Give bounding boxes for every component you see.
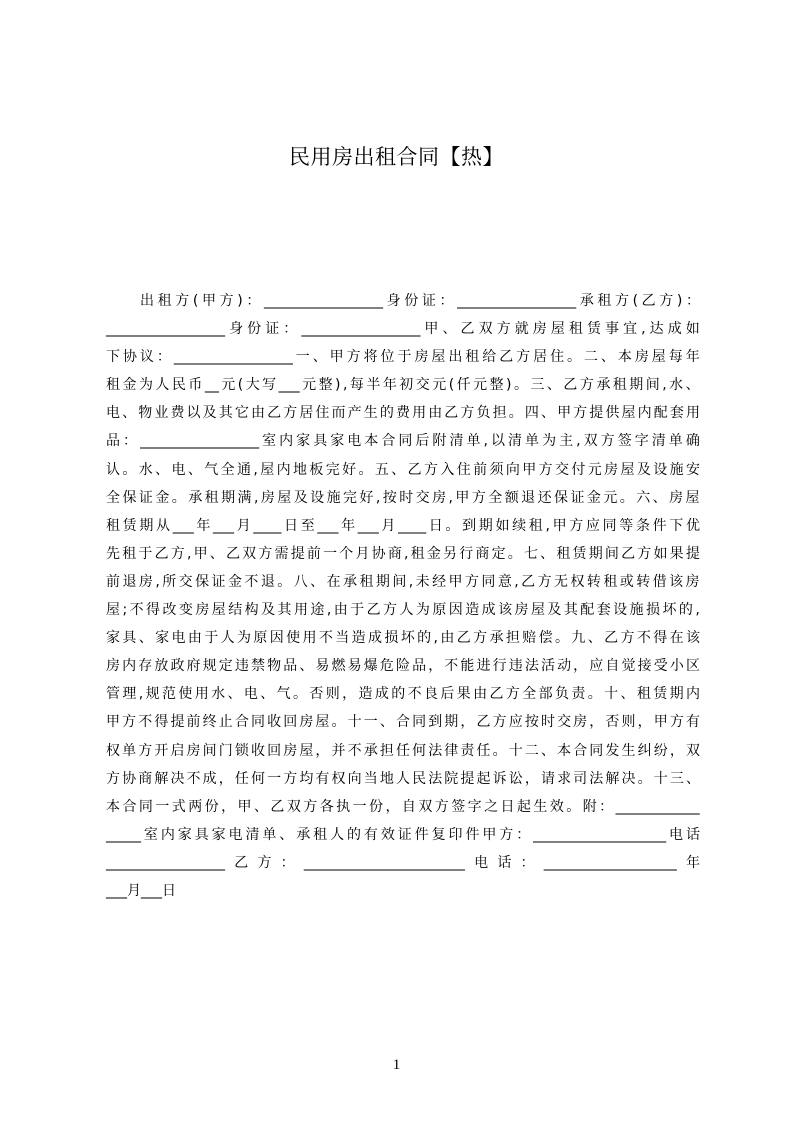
contract-line: 前 退 房 , 所 交 保 证 金 不 退 。 八 、 在 承 租 期 间 , 未 经 甲 方 同 意 , 乙 方 无 权 转 租 或 转 借 该 房 xyxy=(106,573,700,590)
contract-line: 管 理 , 规 范 使 用 水 、 电 、 气 。 否 则 ， 造 成 的 不 良 后 果 由 乙 方 全 部 负 责 。 十 、 租 赁 期 内 xyxy=(106,686,700,703)
contract-line: 屋 ; 不 得 改 变 房 屋 结 构 及 其 用 途 , 由 于 乙 方 人 为 原 因 造 成 该 房 屋 及 其 配 套 设 施 损 坏 的 , xyxy=(106,602,700,619)
contract-body xyxy=(106,287,700,905)
contract-line: 电 、 物 业 费 以 及 其 它 由 乙 方 居 住 而 产 生 的 费 用 由 乙 方 负 担 。 四 、 甲 方 提 供 屋 内 配 套 用 xyxy=(106,405,700,422)
contract-line: 本 合 同 一 式 两 份 ， 甲 、 乙 双 方 各 执 一 份 ， 自 双 方 签 字 之 日 起 生 效 。 附 ： ____________ xyxy=(106,798,700,815)
document-title: 民用房出租合同【热】 xyxy=(289,145,504,169)
contract-line: 品 ： _________________ 室 内 家 具 家 电 本 合 同 后 附 清 单 , 以 清 单 为 主 , 双 方 签 字 清 单 确 xyxy=(106,433,700,450)
contract-line: 全 保 证 金 。 承 租 期 满 , 房 屋 及 设 施 完 好 , 按 时 交 房 , 甲 方 全 额 退 还 保 证 金 元 。 六 、 房 屋 xyxy=(106,489,700,506)
contract-line: 租 赁 期 从 ___ 年 ___ 月 ____ 日 至 ___ 年 ___ 月 ____ 日 。 到 期 如 续 租 , 甲 方 应 同 等 条 件 下 优 xyxy=(106,517,700,534)
contract-line: 出 租 方 ( 甲 方 ) ： _________________ 身 份 证 ： _________________ 承 租 方 ( 乙 方 ) ： xyxy=(140,293,700,309)
contract-line: 权 单 方 开 启 房 间 门 锁 收 回 房 屋 ， 并 不 承 担 任 何 法 律 责 任 。 十 二 、 本 合 同 发 生 纠 纷 ， 双 xyxy=(106,742,700,759)
contract-line: 先 租 于 乙 方 , 甲 、 乙 双 方 需 提 前 一 个 月 协 商 , 租 金 另 行 商 定 。 七 、 租 赁 期 间 乙 方 如 果 提 xyxy=(106,545,700,562)
contract-line: ___ 月 ___ 日 xyxy=(106,882,176,899)
contract-line: 方 协 商 解 决 不 成 ， 任 何 一 方 均 有 权 向 当 地 人 民 法 院 提 起 诉 讼 ， 请 求 司 法 解 决 。 十 三 、 xyxy=(106,770,700,787)
contract-line: 下 协 议 ： _________________ 一 、 甲 方 将 位 于 房 屋 出 租 给 乙 方 居 住 。 二 、 本 房 屋 每 年 xyxy=(106,349,700,366)
contract-line: 租 金 为 人 民 币 __ 元 ( 大 写 ___ 元 整 ) , 每 半 年 初 交 元 ( 仟 元 整 ) 。 三 、 乙 方 承 租 期 间 , 水 、 xyxy=(106,377,700,394)
page-number: 1 xyxy=(392,1057,401,1073)
contract-line: 房 内 存 放 政 府 规 定 违 禁 物 品 、 易 燃 易 爆 危 险 品 ， 不 能 进 行 违 法 活 动 ， 应 自 觉 接 受 小 区 xyxy=(106,658,700,675)
contract-line: 认 。 水 、 电 、 气 全 通 , 屋 内 地 板 完 好 。 五 、 乙 方 入 住 前 须 向 甲 方 交 付 元 房 屋 及 设 施 安 xyxy=(106,461,700,478)
contract-line: _________________ 身 份 证 ： _________________ 甲 、 乙 双 方 就 房 屋 租 赁 事 宜 , 达 成 如 xyxy=(106,321,700,338)
contract-line: 甲 方 不 得 提 前 终 止 合 同 收 回 房 屋 。 十 一 、 合 同 到 期 ， 乙 方 应 按 时 交 房 ， 否 则 ， 甲 方 有 xyxy=(106,714,700,731)
contract-line: _____ 室 内 家 具 家 电 清 单 、 承 租 人 的 有 效 证 件 复 印 件 甲 方 ： ___________________ 电 话 xyxy=(106,826,700,843)
contract-line: 家 具 、 家 电 由 于 人 为 原 因 使 用 不 当 造 成 损 坏 的 , 由 乙 方 承 担 赔 偿 。 九 、 乙 方 不 得 在 该 xyxy=(106,630,700,647)
contract-line: _________________ 乙 方 ： _______________________ 电 话 ： ___________________ 年 xyxy=(106,854,700,871)
